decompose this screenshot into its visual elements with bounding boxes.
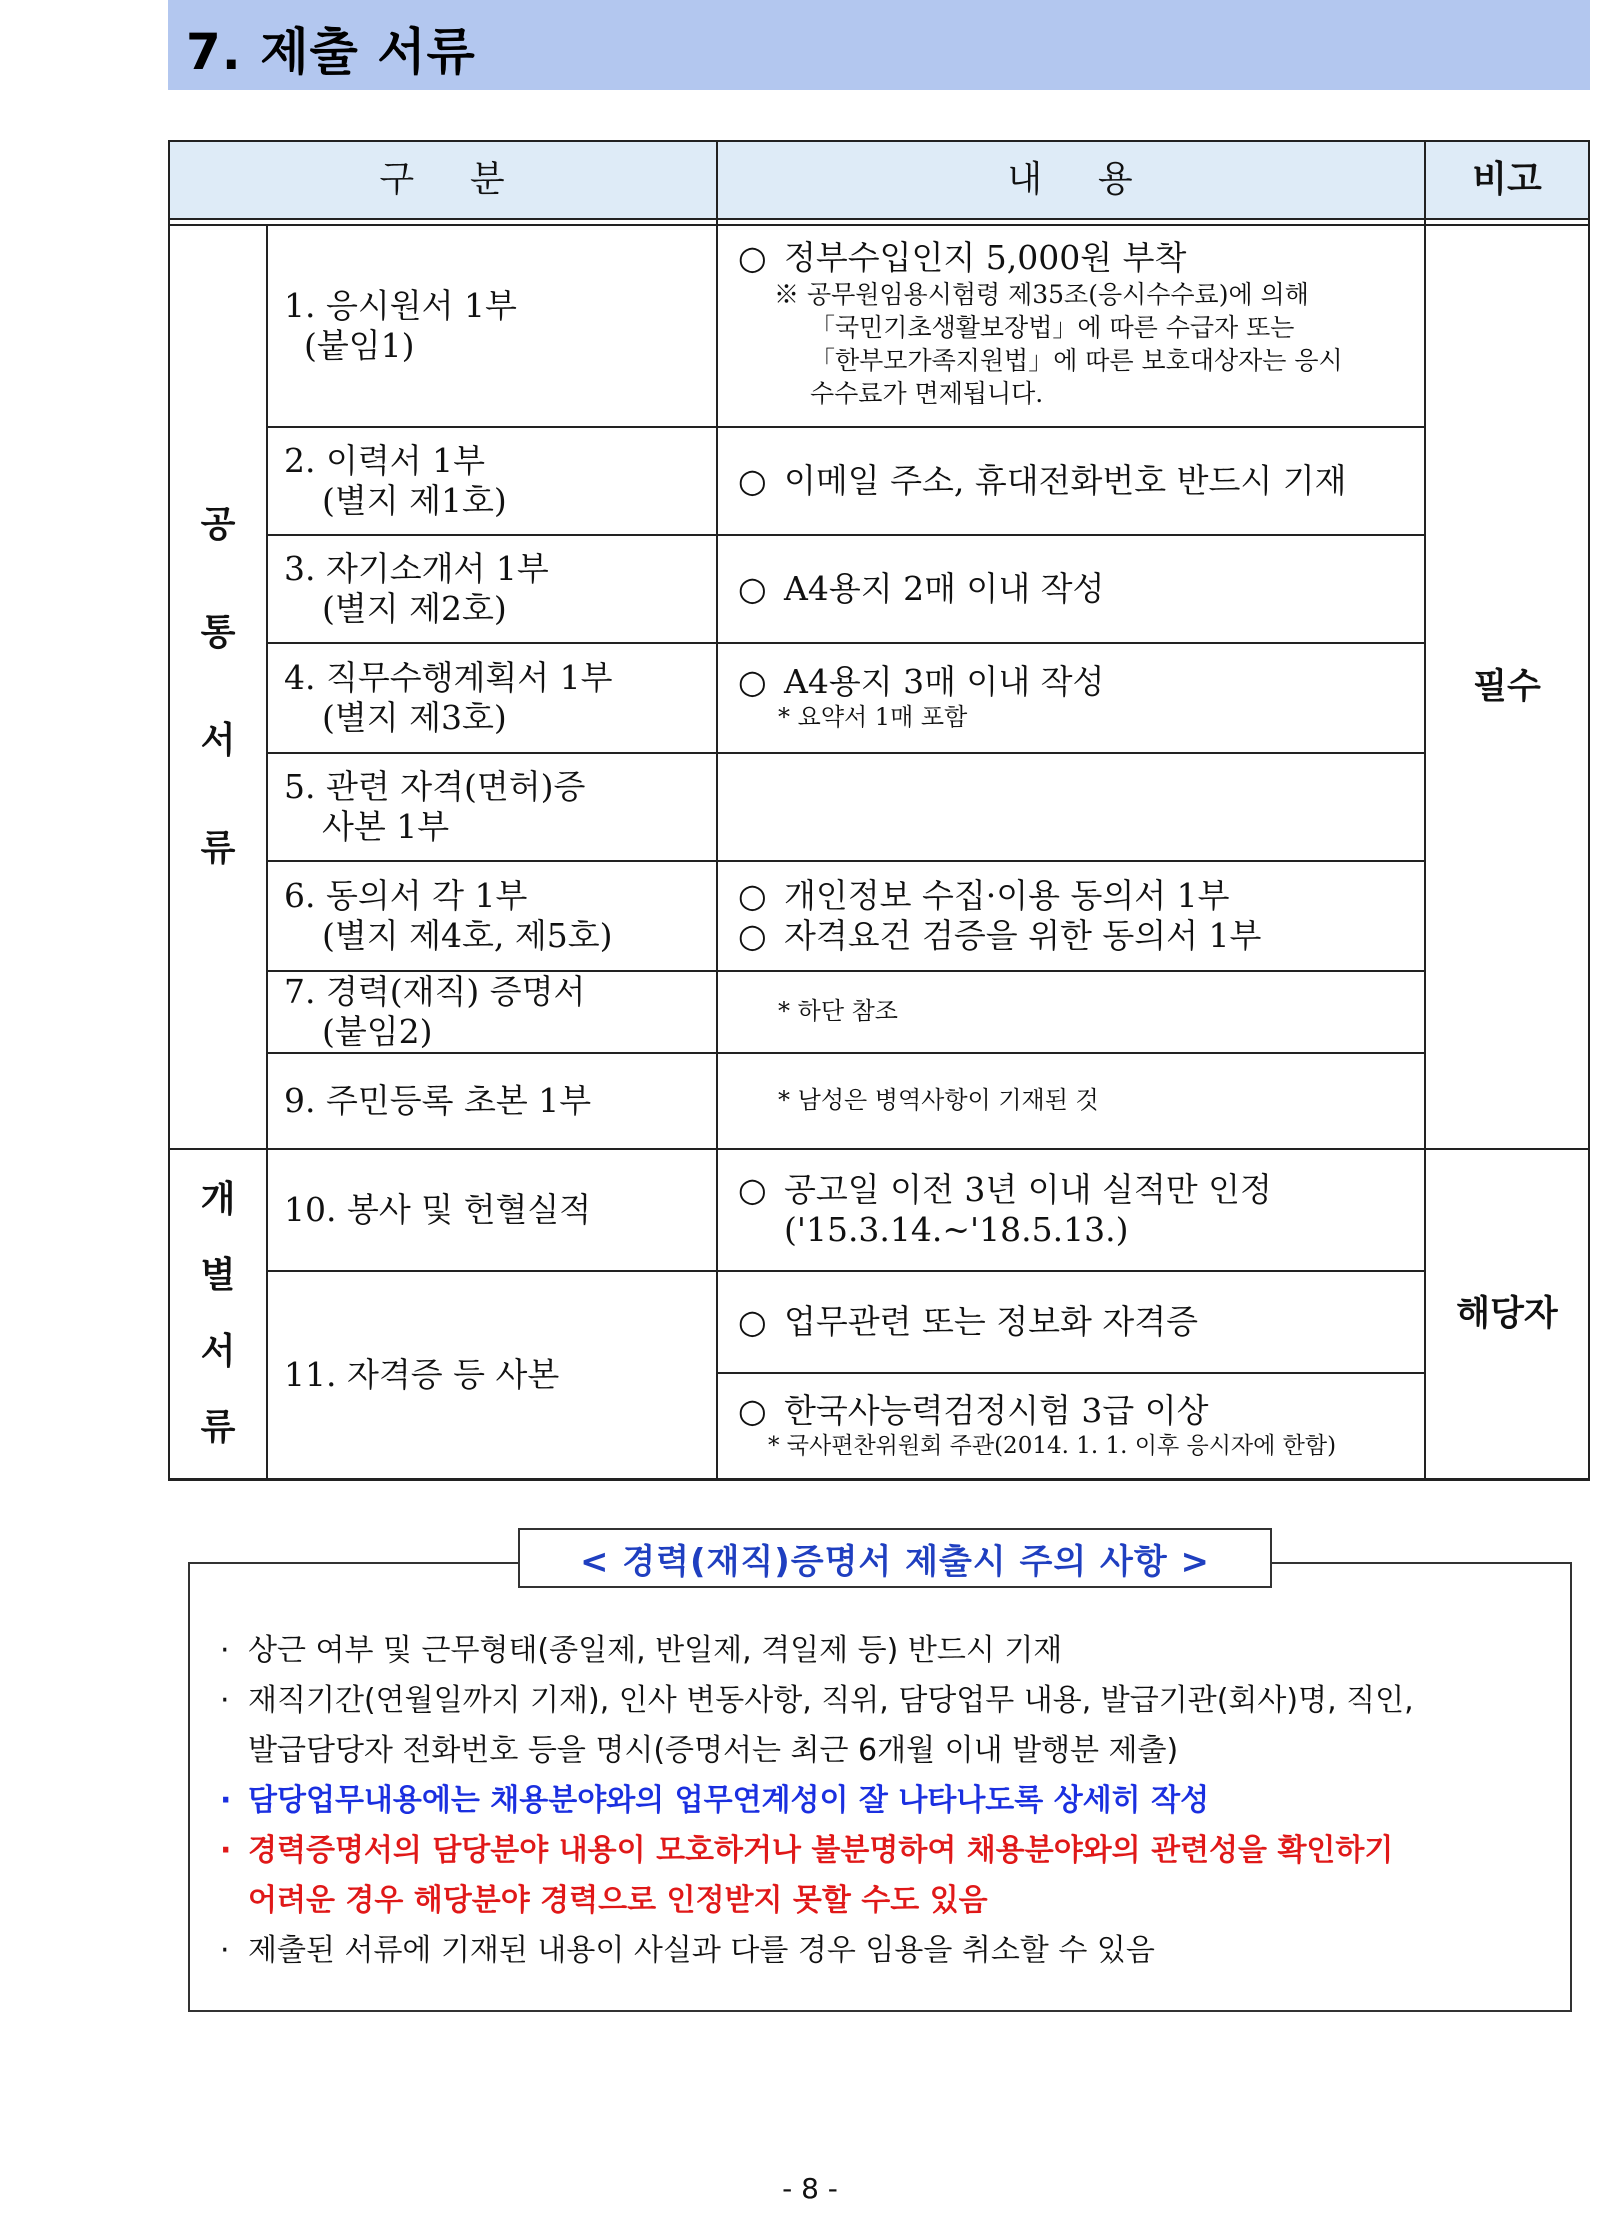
- group-common-char: 통: [200, 612, 236, 653]
- table-row-content: [718, 226, 1424, 426]
- content-bullet: 이메일 주소, 휴대전화번호 반드시 기재: [784, 460, 1347, 500]
- group-individual-char: 별: [200, 1255, 236, 1296]
- item-title: 9. 주민등록 초본 1부: [284, 1080, 592, 1120]
- table-row-item: [268, 226, 716, 426]
- bullet-mark: ○: [738, 238, 767, 277]
- table-row-item: [268, 644, 716, 752]
- content-note: 「국민기초생활보장법」에 따른 수급자 또는: [810, 313, 1295, 343]
- table-row-content: [718, 1054, 1424, 1148]
- group-individual: [170, 1150, 266, 1478]
- table-row-item: [268, 428, 716, 534]
- table-row-content: [718, 536, 1424, 642]
- bullet-mark: ○: [738, 1169, 767, 1209]
- bullet-mark: ○: [738, 662, 767, 702]
- item-subtitle: (별지 제2호): [322, 589, 507, 628]
- group-individual-char: 개: [200, 1179, 236, 1220]
- table-row-content: [718, 644, 1424, 752]
- table-row-item: [268, 1150, 716, 1270]
- table-row-content: [718, 1150, 1424, 1270]
- group-common: [170, 226, 266, 1148]
- group-common-char: 류: [200, 828, 236, 869]
- bullet-mark: ○: [738, 1390, 767, 1430]
- group-common-char: 서: [200, 720, 236, 761]
- item-title: 10. 봉사 및 헌혈실적: [284, 1189, 592, 1229]
- notice-item-emphasis-blue: [214, 1776, 1554, 1826]
- content-note: * 요약서 1매 포함: [778, 703, 968, 732]
- notice-item-emphasis-red: [214, 1826, 1554, 1926]
- table-row-content-empty: [718, 754, 1424, 860]
- table-row-content: [718, 972, 1424, 1052]
- remarks-common-label: 필수: [1473, 666, 1541, 707]
- notice-title: < 경력(재직)증명서 제출시 주의 사항 >: [518, 1528, 1272, 1588]
- notice-line: 발급담당자 전화번호 등을 명시(증명서는 최근 6개월 이내 발행분 제출): [248, 1733, 1179, 1768]
- item-subtitle: (별지 제3호): [322, 698, 507, 737]
- content-bullet: 개인정보 수집·이용 동의서 1부: [784, 875, 1230, 915]
- table-row-content: [718, 1374, 1424, 1478]
- item-subtitle: 사본 1부: [322, 807, 450, 846]
- header-category-label: 구 분: [379, 159, 507, 201]
- table-row-content: [718, 428, 1424, 534]
- content-bullet: 자격요건 검증을 위한 동의서 1부: [784, 916, 1262, 955]
- section-title-bar: [168, 0, 1590, 90]
- table-row-item: [268, 1272, 716, 1478]
- header-category: [170, 142, 716, 218]
- header-content-label: 내 용: [1007, 159, 1135, 201]
- content-note: ※ 공무원임용시험령 제35조(응시수수료)에 의해: [774, 280, 1309, 310]
- remarks-common: [1426, 226, 1588, 1148]
- header-content: [718, 142, 1424, 218]
- notice-item: [214, 1676, 1554, 1776]
- header-remarks-label: 비고: [1472, 159, 1542, 201]
- group-individual-char: 류: [200, 1407, 236, 1448]
- content-bullet: A4용지 2매 이내 작성: [784, 568, 1105, 608]
- submission-documents-table: [168, 140, 1590, 1480]
- bullet-mark: ○: [738, 568, 767, 608]
- item-title: 1. 응시원서 1부: [284, 285, 517, 325]
- content-bullet: A4용지 3매 이내 작성: [784, 662, 1105, 702]
- item-title: 6. 동의서 각 1부: [284, 875, 528, 915]
- table-row-content: [718, 1272, 1424, 1372]
- remarks-individual: [1426, 1150, 1588, 1478]
- item-title: 5. 관련 자격(면허)증: [284, 766, 586, 806]
- notice-line: 재직기간(연월일까지 기재), 인사 변동사항, 직위, 담당업무 내용, 발급기관(회사)명, 직인,: [248, 1683, 1414, 1718]
- content-note: 「한부모가족지원법」에 따른 보호대상자는 응시: [810, 346, 1343, 376]
- table-row-item: [268, 754, 716, 860]
- item-title: 11. 자격증 등 사본: [284, 1354, 560, 1394]
- item-title: 3. 자기소개서 1부: [284, 548, 549, 588]
- notice-line: 제출된 서류에 기재된 내용이 사실과 다를 경우 임용을 취소할 수 있음: [248, 1933, 1155, 1968]
- bullet-mark: ○: [738, 1301, 767, 1341]
- bullet-mark: ○: [738, 875, 767, 915]
- group-individual-char: 서: [200, 1331, 236, 1372]
- item-title: 7. 경력(재직) 증명서: [284, 971, 586, 1011]
- item-subtitle: (붙임2): [322, 1012, 433, 1051]
- content-bullet: 한국사능력검정시험 3급 이상: [784, 1390, 1209, 1430]
- remarks-individual-label: 해당자: [1456, 1293, 1558, 1334]
- content-bullet-continued: ('15.3.14.~'18.5.13.): [784, 1210, 1129, 1249]
- content-bullet: 정부수입인지 5,000원 부착: [784, 238, 1187, 277]
- table-row-content: [718, 862, 1424, 970]
- bullet-mark: ○: [738, 460, 767, 500]
- item-subtitle: (별지 제4호, 제5호): [322, 916, 613, 955]
- bullet-mark: ○: [738, 916, 767, 955]
- table-row-item: [268, 862, 716, 970]
- item-title: 4. 직무수행계획서 1부: [284, 657, 613, 697]
- content-note: 수수료가 면제됩니다.: [810, 379, 1044, 409]
- header-remarks: [1426, 142, 1588, 218]
- item-title: 2. 이력서 1부: [284, 440, 485, 480]
- table-row-item: [268, 972, 716, 1052]
- content-bullet: 업무관련 또는 정보화 자격증: [784, 1301, 1199, 1341]
- content-note: * 하단 참조: [778, 997, 898, 1026]
- notice-line: 상근 여부 및 근무형태(종일제, 반일제, 격일제 등) 반드시 기재: [248, 1633, 1063, 1668]
- page-number: - 8 -: [782, 2172, 838, 2205]
- notice-item: [214, 1926, 1554, 1976]
- content-note: * 남성은 병역사항이 기재된 것: [778, 1086, 1099, 1115]
- notice-item: [214, 1626, 1554, 1676]
- notice-list: [214, 1626, 1554, 1976]
- section-title: 7. 제출 서류: [186, 23, 476, 81]
- group-common-char: 공: [200, 504, 236, 545]
- table-row-item: [268, 536, 716, 642]
- item-subtitle: (붙임1): [304, 326, 415, 365]
- notice-line: 어려운 경우 해당분야 경력으로 인정받지 못할 수도 있음: [248, 1883, 988, 1918]
- content-note: * 국사편찬위원회 주관(2014. 1. 1. 이후 응시자에 한함): [768, 1432, 1337, 1459]
- item-subtitle: (별지 제1호): [322, 481, 507, 520]
- notice-line: 담당업무내용에는 채용분야와의 업무연계성이 잘 나타나도록 상세히 작성: [248, 1783, 1210, 1818]
- notice-line: 경력증명서의 담당분야 내용이 모호하거나 불분명하여 채용분야와의 관련성을 확인하기: [248, 1833, 1394, 1868]
- table-row-item: [268, 1054, 716, 1148]
- content-bullet: 공고일 이전 3년 이내 실적만 인정: [784, 1169, 1272, 1209]
